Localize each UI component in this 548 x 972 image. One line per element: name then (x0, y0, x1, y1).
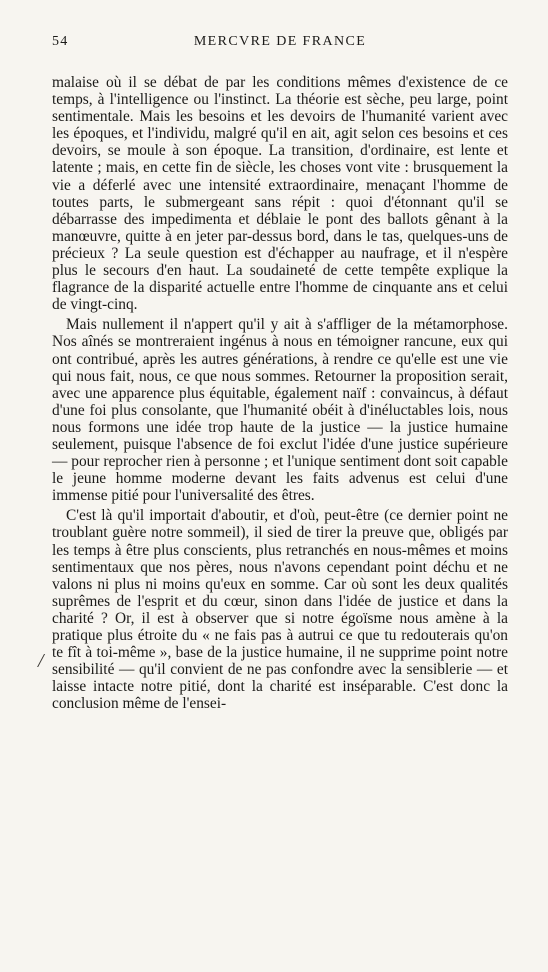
book-page (52, 30, 508, 712)
paragraph-3: C'est là qu'il importait d'aboutir, et d'où, peut-être (ce dernier point ne troublant guère notre sommeil), il sied de tirer la preuve que, obligés par les temps à être plus conscients, plus retranchés en nous-mêmes et moins sentimentaux que nos pères, nous n'avons cependant point déchu et ne valons ni plus ni moins qu'eux en somme. Car où sont les deux qualités suprêmes de l'esprit et du cœur, sinon dans l'idée de justice et dans la charité ? Or, il est à observer que si notre égoïsme nous amène à la pratique plus étroite du « ne fais pas à autrui ce que tu redouterais qu'on te fît à toi-même », base de la justice humaine, il ne supprime point notre sensibilité — qu'il convient de ne pas confondre avec la sensiblerie — et laisse intacte notre pitié, dont la charité est inséparable. C'est donc la conclusion même de l'ensei- (52, 507, 508, 713)
paragraph-2: Mais nullement il n'appert qu'il y ait à s'affliger de la métamorphose. Nos aînés se montreraient ingénus à nous en témoigner rancune, eux qui ont contribué, après les autres générations, à rendre ce qu'elle est une vie qui nous fait, nous, ce que nous sommes. Retourner la proposition serait, avec une apparence plus équitable, également naïf : convaincus, à défaut d'une foi plus consolante, que l'humanité obéit à d'inéluctables lois, nous nous formons une idée trop haute de la justice — la justice humaine seulement, puisque l'absence de foi exclut l'idée d'une justice supérieure — pour reprocher rien à personne ; et l'unique sentiment dont soit capable le jeune homme moderne devant les faits advenus est celui d'une immense pitié pour l'universalité des êtres. (52, 316, 508, 505)
paragraph-1: malaise où il se débat de par les conditions mêmes d'existence de ce temps, à l'intelligence ou l'instinct. La théorie est sèche, peu large, point sentimentale. Mais les besoins et les devoirs de l'humanité varient avec les époques, et l'individu, malgré qu'il en ait, agit selon ces besoins et ces devoirs, se moule à son époque. La transition, d'ordinaire, est lente et latente ; mais, en cette fin de siècle, les choses vont vite : brusquement la vie a déferlé avec une intensité extraordinaire, menaçant l'homme de toutes parts, le submergeant sans répit : quoi d'étonnant qu'il se débarrasse des impedimenta et déblaie le pont des ballots gênant à la manœuvre, quitte à en jeter par-dessus bord, dans le tas, quelques-uns de précieux ? La seule question est d'échapper au naufrage, et il n'espère plus le secours d'en haut. La soudaineté de cette tempête explique la flagrance de la disparité actuelle entre l'homme de cinquante ans et celui de vingt-cinq. (52, 74, 508, 314)
running-head (52, 30, 508, 52)
body-text (52, 74, 508, 712)
margin-mark: / (38, 650, 44, 672)
page-number: 54 (52, 34, 69, 49)
journal-title: MERCVRE DE FRANCE (193, 34, 367, 49)
